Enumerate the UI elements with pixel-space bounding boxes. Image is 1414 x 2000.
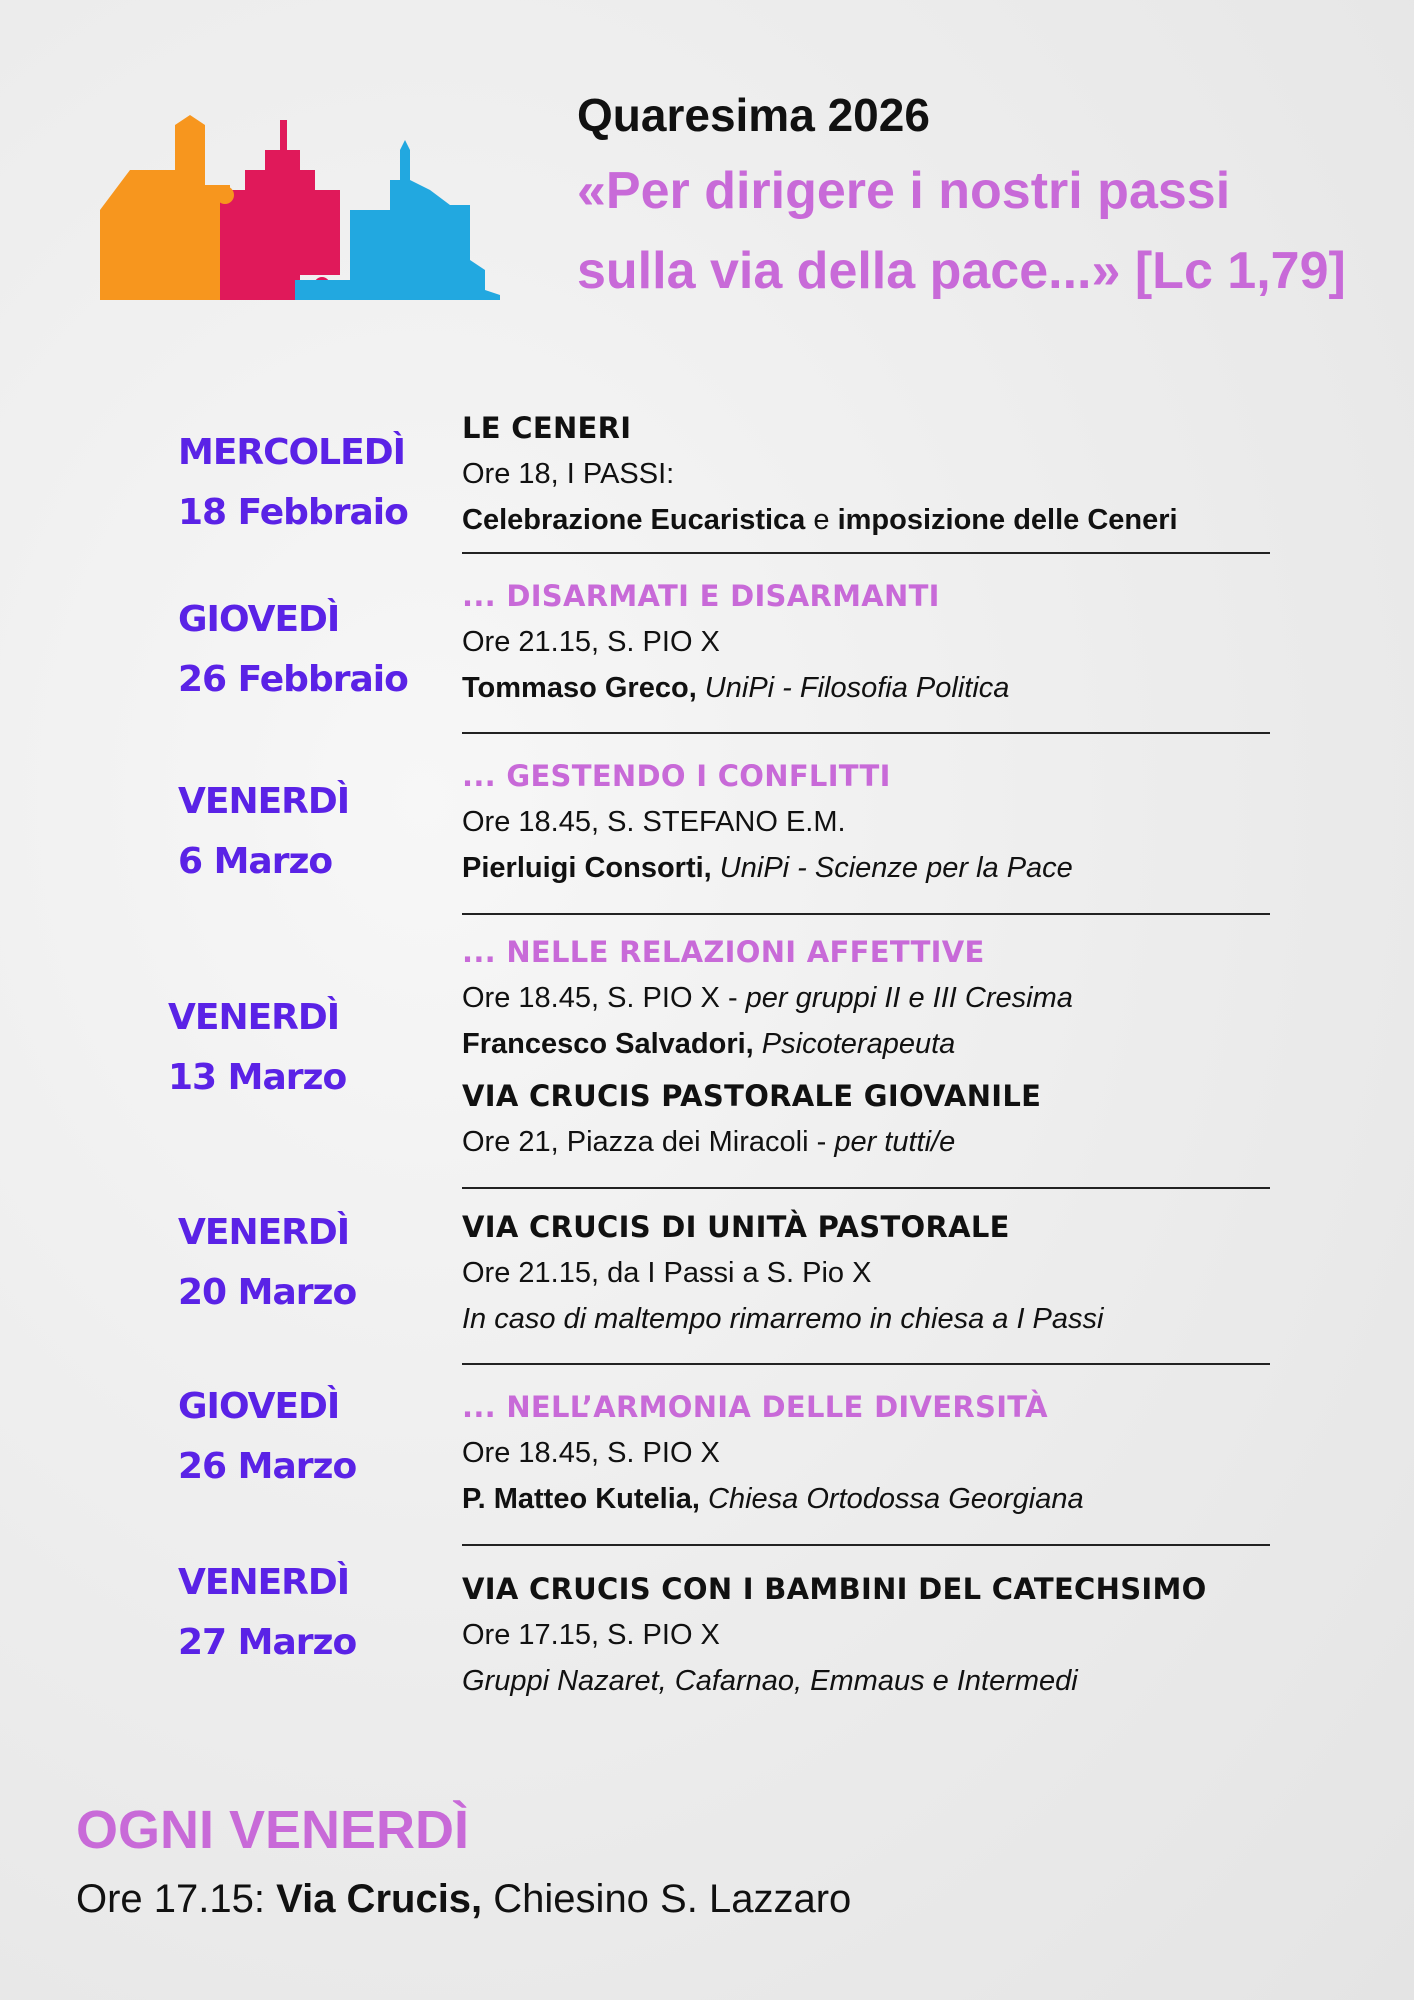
- speaker-name: Francesco Salvadori,: [462, 1028, 754, 1060]
- note-text: In caso di maltempo rimarremo in chiesa a I Passi: [462, 1303, 1104, 1335]
- event-detail-2: [462, 573, 1272, 711]
- time-place: Ore 21, Piazza dei Miracoli -: [462, 1126, 835, 1158]
- event-speaker: [462, 1476, 1272, 1522]
- event-detail-1: [462, 405, 1272, 543]
- time-note: per gruppi II e III Cresima: [745, 982, 1073, 1014]
- speaker-name: P. Matteo Kutelia,: [462, 1483, 700, 1515]
- motto: [577, 151, 1377, 311]
- event-time-place-2: [462, 1119, 1272, 1165]
- note-text: Gruppi Nazaret, Cafarnao, Emmaus e Intermedi: [462, 1665, 1078, 1697]
- event-date: 26 Marzo: [178, 1446, 357, 1487]
- event-day: VENERDÌ: [178, 1212, 350, 1253]
- event-note: [462, 1658, 1272, 1704]
- desc-bold: Celebrazione Eucaristica: [462, 504, 806, 536]
- header: [577, 85, 1377, 311]
- time-note: per tutti/e: [834, 1126, 956, 1158]
- event-date: 26 Febbraio: [178, 659, 408, 700]
- speaker-name: Pierluigi Consorti,: [462, 852, 712, 884]
- motto-line-1: «Per dirigere i nostri passi: [577, 162, 1231, 220]
- parish-logo-icon: [100, 110, 500, 300]
- event-time-place: Ore 17.15, S. PIO X: [462, 1619, 720, 1651]
- speaker-role: Chiesa Ortodossa Georgiana: [699, 1483, 1084, 1515]
- footer: [76, 1795, 1276, 1929]
- event-title: LE CENERI: [462, 411, 632, 445]
- event-day: VENERDÌ: [178, 1562, 350, 1603]
- event-date-6: [178, 1377, 356, 1497]
- divider: [462, 1363, 1270, 1365]
- event-time-place: Ore 18.45, S. STEFANO E.M.: [462, 806, 846, 838]
- event-day: VENERDÌ: [168, 997, 340, 1038]
- event-speaker: [462, 1021, 1272, 1067]
- event-detail-6: [462, 1384, 1272, 1522]
- event-detail-7: [462, 1566, 1272, 1704]
- event-day: GIOVEDÌ: [178, 1386, 340, 1427]
- event-date: 13 Marzo: [168, 1057, 347, 1098]
- event-title: ... NELLE RELAZIONI AFFETTIVE: [462, 935, 985, 969]
- event-title: VIA CRUCIS DI UNITÀ PASTORALE: [462, 1210, 1010, 1244]
- footer-heading: OGNI VENERDÌ: [76, 1800, 470, 1860]
- event-note: [462, 1296, 1272, 1342]
- desc-mid: e: [805, 504, 838, 536]
- event-date: 27 Marzo: [178, 1622, 357, 1663]
- time-place: Ore 18.45, S. PIO X -: [462, 982, 746, 1014]
- divider: [462, 732, 1270, 734]
- divider: [462, 1187, 1270, 1189]
- page-title: Quaresima 2026: [577, 89, 930, 141]
- event-date: 6 Marzo: [178, 841, 333, 882]
- event-title: ... GESTENDO I CONFLITTI: [462, 759, 891, 793]
- event-speaker: [462, 845, 1272, 891]
- event-detail-4: [462, 929, 1272, 1165]
- event-date: 20 Marzo: [178, 1272, 357, 1313]
- event-date-3: [178, 772, 349, 892]
- event-date-2: [178, 590, 408, 710]
- footer-bold: Via Crucis,: [276, 1877, 483, 1921]
- event-detail-3: [462, 753, 1272, 891]
- divider: [462, 913, 1270, 915]
- footer-time: Ore 17.15:: [76, 1877, 277, 1921]
- footer-place: Chiesino S. Lazzaro: [482, 1877, 852, 1921]
- speaker-role: UniPi - Filosofia Politica: [696, 672, 1010, 704]
- event-detail-5: [462, 1204, 1272, 1342]
- event-title: ... DISARMATI E DISARMANTI: [462, 579, 940, 613]
- desc-bold: imposizione delle Ceneri: [837, 504, 1178, 536]
- event-day: VENERDÌ: [178, 781, 350, 822]
- event-time-place: Ore 21.15, S. PIO X: [462, 626, 720, 658]
- event-date-5: [178, 1203, 356, 1323]
- divider: [462, 1544, 1270, 1546]
- event-time-place: [462, 975, 1272, 1021]
- event-date: 18 Febbraio: [178, 492, 408, 533]
- speaker-role: UniPi - Scienze per la Pace: [711, 852, 1073, 884]
- event-time-place: Ore 18.45, S. PIO X: [462, 1437, 720, 1469]
- footer-text: [76, 1869, 1276, 1929]
- event-date-1: [178, 423, 408, 543]
- event-date-4: [168, 988, 346, 1108]
- speaker-role: Psicoterapeuta: [753, 1028, 956, 1060]
- event-day: GIOVEDÌ: [178, 599, 340, 640]
- event-date-7: [178, 1553, 356, 1673]
- event-description: [462, 497, 1272, 543]
- event-time-place: Ore 18, I PASSI:: [462, 458, 675, 490]
- event-title-2: VIA CRUCIS PASTORALE GIOVANILE: [462, 1079, 1042, 1113]
- divider: [462, 552, 1270, 554]
- event-title: VIA CRUCIS CON I BAMBINI DEL CATECHSIMO: [462, 1572, 1207, 1606]
- event-speaker: [462, 665, 1272, 711]
- motto-line-2: sulla via della pace...» [Lc 1,79]: [577, 242, 1346, 300]
- event-time-place: Ore 21.15, da I Passi a S. Pio X: [462, 1257, 872, 1289]
- event-day: MERCOLEDÌ: [178, 432, 405, 473]
- event-title: ... NELL’ARMONIA DELLE DIVERSITÀ: [462, 1390, 1048, 1424]
- speaker-name: Tommaso Greco,: [462, 672, 697, 704]
